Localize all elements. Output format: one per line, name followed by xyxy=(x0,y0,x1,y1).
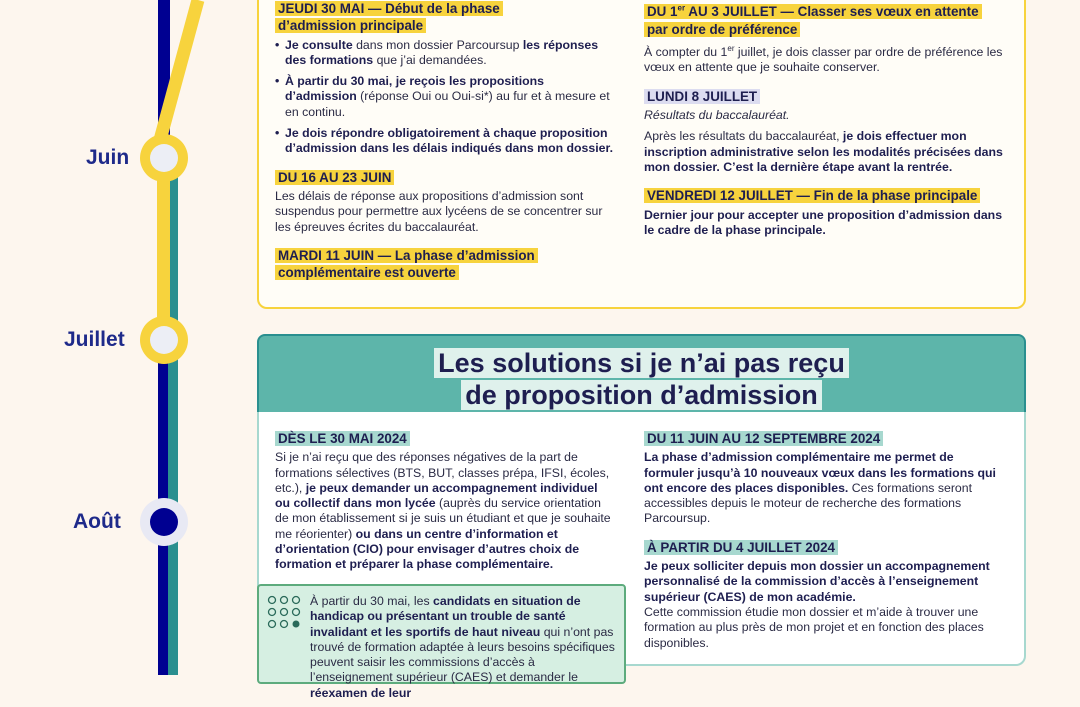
event-complementaire xyxy=(644,430,1006,527)
event-1-3-juillet xyxy=(644,0,1006,76)
event-title: À PARTIR DU 4 JUILLET 2024 xyxy=(644,540,838,555)
event-title: DU 1er AU 3 JUILLET — Classer ses vœux en attente par ordre de préférence xyxy=(644,4,982,36)
timeline-diagonal-stroke xyxy=(0,0,230,160)
solutions-right-column xyxy=(644,430,1006,663)
event-12-juillet xyxy=(644,187,1006,238)
event-title: LUNDI 8 JUILLET xyxy=(644,89,760,104)
event-8-juillet xyxy=(644,88,1006,175)
event-text: Les délais de réponse aux propositions d’admission sont suspendus pour permettre aux lycéens de se concentrer sur les épreuves écrites du baccalauréat. xyxy=(275,188,603,234)
phase-principale-left-column xyxy=(275,0,615,293)
event-title: MARDI 11 JUIN — La phase d’admission complémentaire est ouverte xyxy=(275,248,538,280)
accessibility-dots-icon xyxy=(266,594,302,630)
event-30-mai xyxy=(275,0,615,157)
event-text: Dernier jour pour accepter une proposition d’admission dans le cadre de la phase principale. xyxy=(644,207,1003,237)
event-text: Si je n’ai reçu que des réponses négatives de la part de formations sélectives (BTS, BUT, classes prépa, IFSI, écoles, etc.), je peux demander un accompagnement individuel ou collectif dans mon lycée (auprès du service orientation de mon établissement si je suis un étudiant et que je souhaite me réorienter) ou dans un centre d’information et d’orientation (CIO) pour envisager d’autres choix de formation et préparer la phase complémentaire. xyxy=(275,450,611,572)
solutions-left-column xyxy=(275,430,615,579)
event-title: DÈS LE 30 MAI 2024 xyxy=(275,431,410,446)
event-text: À compter du 1er juillet, je dois classer par ordre de préférence les vœux en attente que je souhaite conserver. xyxy=(644,44,1003,75)
solutions-title-line1: Les solutions si je n’ai pas reçu xyxy=(259,346,1024,380)
event-text: La phase d’admission complémentaire me permet de formuler jusqu’à 10 nouveaux vœux dans les formations qui ont encore des places disponibles. Ces formations seront accessibles depuis le moteur de recherche des formations Parcoursup. xyxy=(644,450,996,526)
event-title: JEUDI 30 MAI — Début de la phase d’admission principale xyxy=(275,1,503,33)
event-11-juin xyxy=(275,247,615,282)
list-item: • Je consulte dans mon dossier Parcoursup les réponses des formations que j’ai demandées. xyxy=(275,38,615,69)
phase-principale-right-column xyxy=(644,0,1006,250)
event-title: VENDREDI 12 JUILLET — Fin de la phase principale xyxy=(644,188,980,203)
event-16-23-juin xyxy=(275,169,615,235)
event-text: Je peux solliciter depuis mon dossier un accompagnement personnalisé de la commission d’accès à l’enseignement supérieur (CAES) de mon académie. xyxy=(644,559,990,604)
timeline-node-aout xyxy=(140,498,188,546)
month-label-aout: Août xyxy=(73,510,121,533)
list-item: • Je dois répondre obligatoirement à chaque proposition d’admission dans les délais indiqués dans mon dossier. xyxy=(275,126,615,157)
month-label-juin: Juin xyxy=(86,146,130,169)
timeline-node-juin xyxy=(140,134,188,182)
event-title: DU 11 JUIN AU 12 SEPTEMBRE 2024 xyxy=(644,431,883,446)
solutions-header xyxy=(257,334,1026,420)
solutions-title-line2: de proposition d’admission xyxy=(259,378,1024,412)
timeline-node-juillet xyxy=(140,316,188,364)
month-label-juillet: Juillet xyxy=(64,328,125,351)
event-subtitle: Résultats du baccalauréat. xyxy=(644,108,790,123)
event-caes xyxy=(644,539,1006,651)
event-text: Après les résultats du baccalauréat, je dois effectuer mon inscription administrative selon les modalités précisées dans mon dossier. C’est la dernière étape avant la rentrée. xyxy=(644,129,1003,174)
handicap-info-text: À partir du 30 mai, les candidats en situation de handicap ou présentant un trouble de santé invalidant et les sportifs de haut niveau qui n’ont pas trouvé de formation adaptée à leurs besoins spécifiques peuvent saisir les commissions d’accès à l’enseignement supérieur (CAES) et demander le réexamen de leur xyxy=(310,594,615,700)
event-title: DU 16 AU 23 JUIN xyxy=(275,170,394,185)
event-text-2: Cette commission étudie mon dossier et m’aide à trouver une formation au plus près de mon projet et en fonction des places disponibles. xyxy=(644,604,984,650)
list-item: • À partir du 30 mai, je reçois les propositions d’admission (réponse Oui ou Oui-si*) au fur et à mesure et en continu. xyxy=(275,74,615,120)
